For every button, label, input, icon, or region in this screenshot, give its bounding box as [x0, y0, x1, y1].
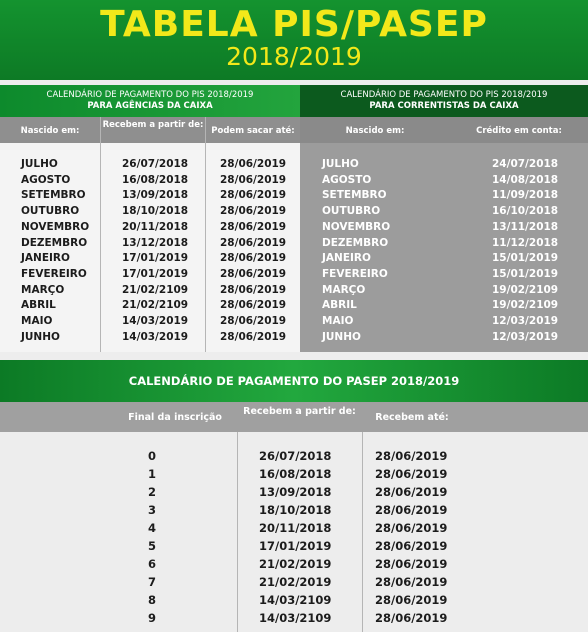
pasep-table — [0, 432, 588, 632]
date-cell: 26/07/2018 — [259, 449, 332, 463]
date-cell: 14/03/2109 — [259, 593, 332, 607]
date-cell: 19/02/2109 — [492, 283, 559, 296]
date-cell: 13/09/2018 — [259, 485, 332, 499]
column-header: Nascido em: — [0, 117, 100, 143]
date-cell: 15/01/2019 — [492, 267, 559, 280]
date-cell: 17/01/2019 — [122, 252, 189, 265]
page-header — [0, 0, 588, 80]
column-divider — [205, 117, 206, 352]
inscription-digit: 9 — [148, 611, 157, 625]
month-cell: OUTUBRO — [322, 205, 381, 218]
date-cell: 15/01/2019 — [492, 252, 559, 265]
date-cell: 14/03/2109 — [259, 611, 332, 625]
date-cell: 11/09/2018 — [492, 189, 559, 202]
column-divider — [100, 117, 101, 352]
month-cell: JUNHO — [21, 330, 60, 343]
inscription-digit: 4 — [148, 521, 157, 535]
inscription-digit: 6 — [148, 557, 157, 571]
pis-agencias-title: CALENDÁRIO DE PAGAMENTO DO PIS 2018/2019 — [46, 90, 254, 100]
month-cell: MAIO — [21, 315, 53, 327]
month-cell: OUTUBRO — [21, 205, 80, 218]
pis-correntistas-subtitle: PARA CORRENTISTAS DA CAIXA — [369, 101, 519, 111]
date-cell: 28/06/2019 — [375, 521, 448, 535]
inscription-digit: 7 — [148, 575, 157, 589]
date-cell: 21/02/2109 — [122, 283, 189, 296]
date-cell: 21/02/2109 — [122, 299, 189, 312]
page-subtitle: 2018/2019 — [226, 42, 362, 71]
pis-agencias-subtitle: PARA AGÊNCIAS DA CAIXA — [87, 101, 213, 111]
inscription-digit: 5 — [148, 539, 157, 553]
column-header: Recebem a partir de: — [101, 117, 205, 143]
date-cell: 17/01/2019 — [259, 539, 332, 553]
date-cell: 17/01/2019 — [122, 267, 189, 280]
month-cell: DEZEMBRO — [322, 236, 389, 249]
column-header: Recebem até: — [375, 412, 449, 423]
month-cell: FEVEREIRO — [322, 267, 388, 280]
column-header: Crédito em conta: — [450, 117, 588, 143]
inscription-digit: 0 — [148, 449, 157, 463]
month-cell: MAIO — [322, 315, 354, 327]
inscription-digit: 2 — [148, 485, 157, 499]
pasep-banner: CALENDÁRIO DE PAGAMENTO DO PASEP 2018/2019 — [0, 360, 588, 402]
column-header: Final da inscrição — [128, 412, 222, 423]
inscription-digit: 3 — [148, 503, 157, 517]
month-cell: MARÇO — [322, 283, 366, 296]
date-cell: 13/12/2018 — [122, 236, 189, 249]
date-cell: 28/06/2019 — [220, 189, 287, 202]
date-cell: 20/11/2018 — [122, 220, 189, 233]
date-cell: 28/06/2019 — [375, 575, 448, 589]
date-cell: 18/10/2018 — [122, 205, 189, 218]
date-cell: 28/06/2019 — [220, 220, 287, 233]
date-cell: 24/07/2018 — [492, 158, 559, 170]
column-divider — [237, 432, 238, 632]
date-cell: 28/06/2019 — [375, 611, 448, 625]
date-cell: 20/11/2018 — [259, 521, 332, 535]
date-cell: 18/10/2018 — [259, 503, 332, 517]
date-cell: 11/12/2018 — [492, 236, 559, 249]
month-cell: JULHO — [322, 158, 359, 170]
date-cell: 26/07/2018 — [122, 158, 189, 170]
date-cell: 28/06/2019 — [375, 503, 448, 517]
date-cell: 16/10/2018 — [492, 205, 559, 218]
pis-correntistas-banner — [300, 85, 588, 117]
date-cell: 28/06/2019 — [220, 205, 287, 218]
date-cell: 28/06/2019 — [220, 283, 287, 296]
month-cell: NOVEMBRO — [322, 220, 391, 233]
pis-correntistas-title: CALENDÁRIO DE PAGAMENTO DO PIS 2018/2019 — [340, 90, 548, 100]
month-cell: MARÇO — [21, 283, 65, 296]
date-cell: 28/06/2019 — [220, 315, 287, 327]
date-cell: 12/03/2019 — [492, 315, 559, 327]
date-cell: 28/06/2019 — [375, 449, 448, 463]
pis-agencias-banner — [0, 85, 300, 117]
date-cell: 28/06/2019 — [375, 539, 448, 553]
month-cell: DEZEMBRO — [21, 236, 88, 249]
month-cell: JANEIRO — [21, 252, 70, 265]
date-cell: 28/06/2019 — [375, 557, 448, 571]
date-cell: 28/06/2019 — [220, 252, 287, 265]
column-header: Podem sacar até: — [206, 117, 300, 143]
month-cell: AGOSTO — [21, 173, 71, 186]
date-cell: 28/06/2019 — [220, 299, 287, 312]
date-cell: 28/06/2019 — [220, 330, 287, 343]
date-cell: 28/06/2019 — [220, 267, 287, 280]
date-cell: 16/08/2018 — [122, 173, 189, 186]
pasep-header-row — [0, 402, 588, 432]
date-cell: 13/11/2018 — [492, 220, 559, 233]
month-cell: FEVEREIRO — [21, 267, 87, 280]
pis-correntistas-table — [300, 117, 588, 352]
month-cell: JANEIRO — [322, 252, 371, 265]
date-cell: 21/02/2019 — [259, 557, 332, 571]
date-cell: 28/06/2019 — [375, 467, 448, 481]
column-header: Nascido em: — [300, 117, 450, 143]
date-cell: 28/06/2019 — [375, 593, 448, 607]
month-cell: SETEMBRO — [322, 189, 387, 202]
column-header: Recebem a partir de: — [243, 406, 356, 417]
inscription-digit: 8 — [148, 593, 157, 607]
month-cell: JUNHO — [322, 330, 361, 343]
month-cell: ABRIL — [21, 299, 56, 312]
column-divider — [362, 432, 363, 632]
date-cell: 16/08/2018 — [259, 467, 332, 481]
date-cell: 14/08/2018 — [492, 173, 559, 186]
month-cell: NOVEMBRO — [21, 220, 90, 233]
date-cell: 28/06/2019 — [375, 485, 448, 499]
date-cell: 28/06/2019 — [220, 158, 287, 170]
month-cell: JULHO — [21, 158, 58, 170]
date-cell: 12/03/2019 — [492, 330, 559, 343]
month-cell: SETEMBRO — [21, 189, 86, 202]
pis-agencias-table — [0, 117, 300, 352]
date-cell: 13/09/2018 — [122, 189, 189, 202]
date-cell: 14/03/2019 — [122, 315, 189, 327]
month-cell: AGOSTO — [322, 173, 372, 186]
page-title: TABELA PIS/PASEP — [100, 4, 488, 45]
date-cell: 28/06/2019 — [220, 173, 287, 186]
month-cell: ABRIL — [322, 299, 357, 312]
date-cell: 21/02/2019 — [259, 575, 332, 589]
date-cell: 28/06/2019 — [220, 236, 287, 249]
date-cell: 14/03/2019 — [122, 330, 189, 343]
inscription-digit: 1 — [148, 467, 157, 481]
date-cell: 19/02/2109 — [492, 299, 559, 312]
